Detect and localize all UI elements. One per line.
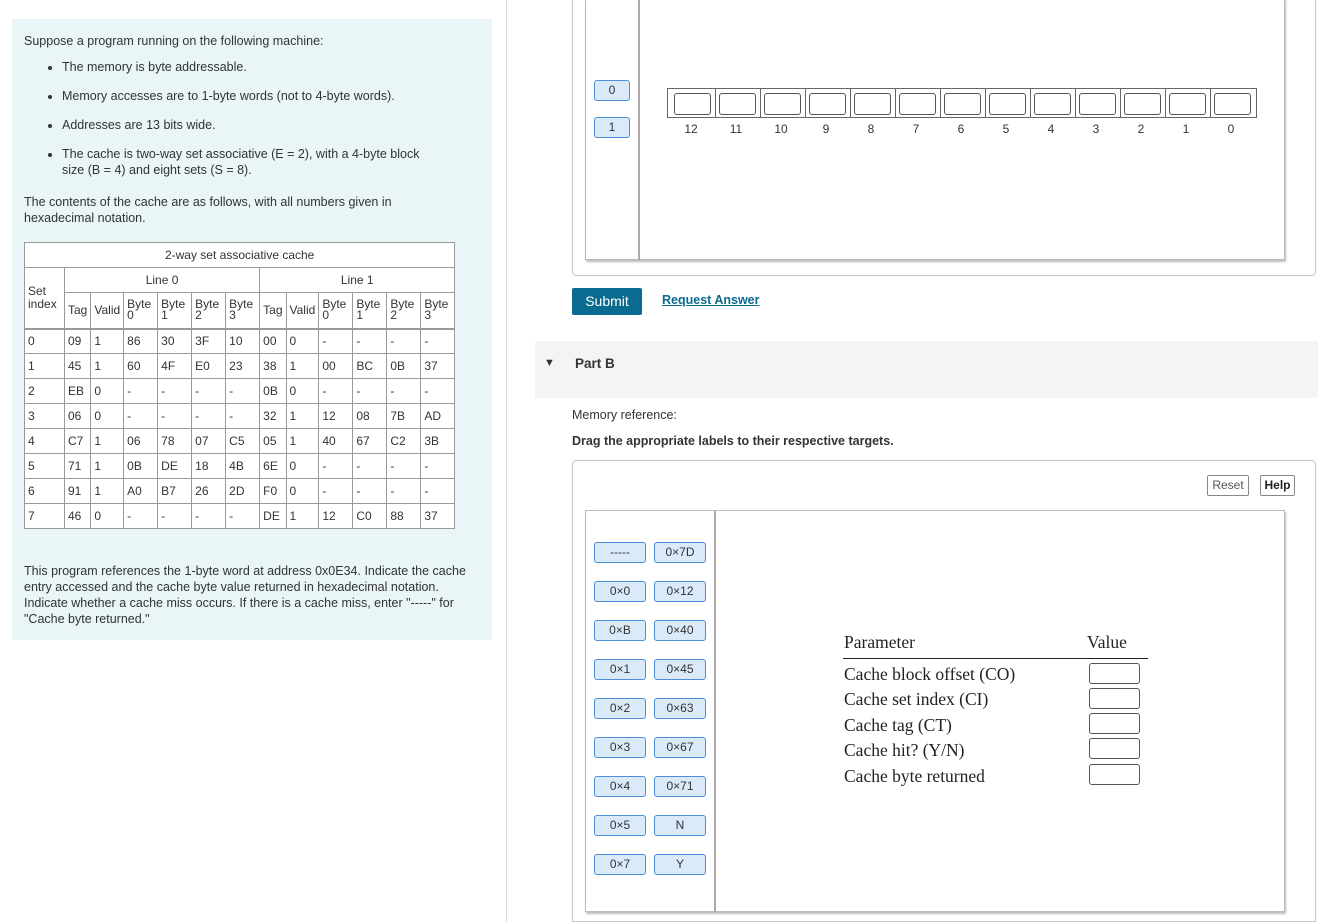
cache-cell: 45	[65, 354, 91, 379]
cache-cell: -	[192, 404, 226, 429]
cache-cell: 00	[260, 329, 286, 354]
cache-cell: 08	[353, 404, 387, 429]
question-text: This program references the 1-byte word at address 0x0E34. Indicate the cache entry accessed and the cache byte value returned in hexadecimal notation. Indicate whether a cache miss occurs. If there is a cache miss, enter "-----" for "Cache byte returned."	[24, 564, 466, 626]
cache-cell: 3	[25, 404, 65, 429]
cache-cell: 71	[65, 454, 91, 479]
cache-cell: 3B	[421, 429, 455, 454]
part-a-separator	[638, 0, 640, 260]
header-rule	[843, 658, 1148, 659]
request-answer-link[interactable]: Request Answer	[662, 293, 760, 307]
cache-row	[25, 504, 455, 529]
submit-button[interactable]: Submit	[572, 288, 642, 315]
cache-row	[25, 354, 455, 379]
cache-cell: 7B	[387, 404, 421, 429]
parameter-header: Parameter	[844, 632, 915, 652]
bit-chip-1[interactable]: 1	[594, 117, 630, 138]
cache-cell: 37	[421, 504, 455, 529]
bit-divider	[805, 89, 806, 118]
cache-cell: 0B	[124, 454, 158, 479]
bit-target-slot[interactable]	[899, 93, 936, 115]
drag-label-chip[interactable]: 0×45	[654, 659, 706, 680]
cache-cell: -	[353, 479, 387, 504]
cache-table-body	[25, 329, 455, 529]
line1-header: Line 1	[260, 268, 455, 293]
cache-cell: 4B	[226, 454, 260, 479]
valid-header: Valid	[286, 293, 319, 329]
bit-chip-0[interactable]: 0	[594, 80, 630, 101]
bit-target-slot[interactable]	[854, 93, 891, 115]
cache-cell: 1	[286, 429, 319, 454]
cache-cell: 0	[286, 479, 319, 504]
bit-position-label: 7	[912, 122, 920, 136]
cache-cell: 5	[25, 454, 65, 479]
target-slot-hit[interactable]	[1089, 738, 1140, 759]
cache-table-caption: 2-way set associative cache	[25, 243, 455, 268]
cache-cell: 1	[286, 354, 319, 379]
bit-position-label: 3	[1092, 122, 1100, 136]
cache-row	[25, 379, 455, 404]
bit-target-slot[interactable]	[809, 93, 846, 115]
cache-cell: 07	[192, 429, 226, 454]
cache-cell: 2	[25, 379, 65, 404]
cache-cell: 06	[124, 429, 158, 454]
bit-target-slot[interactable]	[1124, 93, 1161, 115]
param-ci-label: Cache set index (CI)	[844, 689, 989, 709]
cache-cell: 30	[158, 329, 192, 354]
cache-cell: 6E	[260, 454, 286, 479]
cache-cell: 0B	[260, 379, 286, 404]
part-b-header[interactable]	[535, 341, 1318, 398]
cache-cell: 0	[91, 404, 124, 429]
cache-cell: C7	[65, 429, 91, 454]
byte-header: Byte 1	[158, 293, 192, 329]
bit-target-slot[interactable]	[719, 93, 756, 115]
valid-header: Valid	[91, 293, 124, 329]
cache-cell: -	[124, 379, 158, 404]
cache-cell: 46	[65, 504, 91, 529]
cache-cell: 1	[25, 354, 65, 379]
cache-cell: 23	[226, 354, 260, 379]
drag-label-chip[interactable]: Y	[654, 854, 706, 875]
bit-position-label: 2	[1137, 122, 1145, 136]
cache-cell: B7	[158, 479, 192, 504]
byte-header: Byte 2	[387, 293, 421, 329]
cache-cell: 0B	[387, 354, 421, 379]
byte-header: Byte 2	[192, 293, 226, 329]
cache-cell: 91	[65, 479, 91, 504]
cache-row	[25, 404, 455, 429]
cache-cell: 1	[91, 429, 124, 454]
drag-label-chip[interactable]: 0×7	[594, 854, 646, 875]
cache-cell: 3F	[192, 329, 226, 354]
cache-cell: 4	[25, 429, 65, 454]
drag-label-chip[interactable]: 0×40	[654, 620, 706, 641]
cache-cell: 0	[286, 329, 319, 354]
problem-bullets	[24, 59, 480, 178]
cache-cell: C0	[353, 504, 387, 529]
bit-target-slot[interactable]	[1169, 93, 1206, 115]
drag-label-chip[interactable]: 0×0	[594, 581, 646, 602]
cache-row	[25, 429, 455, 454]
cache-cell: 78	[158, 429, 192, 454]
bullet-item: • The cache is two-way set associative (E = 2), with a 4-byte block size (B = 4) and eight sets (S = 8).	[62, 146, 442, 178]
cache-cell: -	[387, 479, 421, 504]
byte-header: Byte 3	[421, 293, 455, 329]
drag-label-chip[interactable]: 0×71	[654, 776, 706, 797]
cache-cell: -	[124, 404, 158, 429]
drag-label-chip[interactable]: 0×2	[594, 698, 646, 719]
cache-cell: -	[319, 329, 353, 354]
drag-label-chip[interactable]: 0×5	[594, 815, 646, 836]
bit-divider	[715, 89, 716, 118]
bullet-item: • Memory accesses are to 1-byte words (not to 4-byte words).	[62, 88, 480, 104]
bit-divider	[1120, 89, 1121, 118]
cache-cell: -	[226, 404, 260, 429]
cache-cell: 86	[124, 329, 158, 354]
bit-divider	[1210, 89, 1211, 118]
cache-cell: 0	[286, 379, 319, 404]
cache-cell: 32	[260, 404, 286, 429]
bit-target-slot[interactable]	[944, 93, 981, 115]
bit-position-label: 0	[1227, 122, 1235, 136]
bit-divider	[985, 89, 986, 118]
cache-cell: 12	[319, 504, 353, 529]
byte-header: Byte 0	[124, 293, 158, 329]
bit-position-label: 12	[684, 122, 698, 136]
bit-position-label: 8	[867, 122, 875, 136]
cache-cell: 0	[91, 379, 124, 404]
cache-row	[25, 454, 455, 479]
drag-label-chip[interactable]: 0×1	[594, 659, 646, 680]
cache-cell: 1	[286, 504, 319, 529]
cache-cell: 6	[25, 479, 65, 504]
cache-cell: 4F	[158, 354, 192, 379]
cache-cell: -	[319, 479, 353, 504]
cache-cell: C5	[226, 429, 260, 454]
cache-cell: BC	[353, 354, 387, 379]
bit-divider	[1030, 89, 1031, 118]
cache-cell: DE	[158, 454, 192, 479]
bit-divider	[940, 89, 941, 118]
bit-target-slot[interactable]	[1079, 93, 1116, 115]
address-bit-row	[667, 88, 1257, 118]
bit-target-slot[interactable]	[674, 93, 711, 115]
bit-position-label: 10	[774, 122, 788, 136]
panel-divider	[506, 0, 507, 922]
cache-cell: -	[421, 329, 455, 354]
drag-label-chip[interactable]: 0×67	[654, 737, 706, 758]
cache-cell: EB	[65, 379, 91, 404]
cache-cell: 1	[91, 479, 124, 504]
cache-cell: -	[421, 454, 455, 479]
bullet-item: • Addresses are 13 bits wide.	[62, 117, 480, 133]
cache-cell: -	[421, 479, 455, 504]
cache-cell: 00	[319, 354, 353, 379]
cache-cell: F0	[260, 479, 286, 504]
drag-label-chip[interactable]: 0×4	[594, 776, 646, 797]
part-b-title: Part B	[575, 356, 615, 371]
cache-cell: 2D	[226, 479, 260, 504]
cache-cell: 1	[91, 454, 124, 479]
memory-reference-label: Memory reference:	[572, 408, 677, 422]
cache-cell: -	[192, 379, 226, 404]
param-hit-label: Cache hit? (Y/N)	[844, 740, 965, 760]
cache-cell: AD	[421, 404, 455, 429]
byte-header: Byte 1	[353, 293, 387, 329]
cache-cell: 18	[192, 454, 226, 479]
cache-cell: -	[353, 379, 387, 404]
cache-cell: C2	[387, 429, 421, 454]
cache-cell: E0	[192, 354, 226, 379]
bit-target-slot[interactable]	[1034, 93, 1071, 115]
instruction-text: Drag the appropriate labels to their respective targets.	[572, 434, 894, 448]
drag-label-chip[interactable]: 0×3	[594, 737, 646, 758]
bit-target-slot[interactable]	[1214, 93, 1251, 115]
byte-header: Byte 3	[226, 293, 260, 329]
cache-cell: -	[319, 454, 353, 479]
cache-cell: -	[192, 504, 226, 529]
cache-cell: 05	[260, 429, 286, 454]
cache-cell: 09	[65, 329, 91, 354]
cache-cell: 1	[91, 354, 124, 379]
bit-position-label: 9	[822, 122, 830, 136]
bit-divider	[1075, 89, 1076, 118]
cache-cell: -	[158, 504, 192, 529]
drag-label-chip[interactable]: 0×B	[594, 620, 646, 641]
target-slot-co[interactable]	[1089, 663, 1140, 684]
bit-divider	[1165, 89, 1166, 118]
cache-cell: -	[353, 454, 387, 479]
cache-cell: 60	[124, 354, 158, 379]
reset-button[interactable]: Reset	[1207, 475, 1249, 496]
drag-label-chip[interactable]: 0×7D	[654, 542, 706, 563]
tag-header: Tag	[65, 293, 91, 329]
target-slot-ci[interactable]	[1089, 688, 1140, 709]
cache-cell: -	[158, 379, 192, 404]
bit-target-slot[interactable]	[989, 93, 1026, 115]
value-header: Value	[1087, 632, 1127, 652]
cache-cell: -	[387, 454, 421, 479]
cache-cell: -	[226, 379, 260, 404]
cache-cell: -	[226, 504, 260, 529]
cache-cell: 1	[91, 329, 124, 354]
set-index-header: Set index	[25, 268, 65, 329]
bit-position-label: 6	[957, 122, 965, 136]
cache-cell: 0	[25, 329, 65, 354]
cache-cell: 88	[387, 504, 421, 529]
collapse-caret-icon[interactable]: ▼	[544, 357, 555, 369]
cache-cell: -	[387, 329, 421, 354]
param-ct-label: Cache tag (CT)	[844, 715, 952, 735]
bit-position-label: 11	[729, 122, 743, 136]
problem-panel	[12, 19, 492, 640]
byte-header: Byte 0	[319, 293, 353, 329]
cache-row	[25, 329, 455, 354]
cache-cell: -	[421, 379, 455, 404]
tag-header: Tag	[260, 293, 286, 329]
cache-cell: 67	[353, 429, 387, 454]
param-co-label: Cache block offset (CO)	[844, 664, 1016, 684]
target-slot-ct[interactable]	[1089, 713, 1140, 734]
contents-text: The contents of the cache are as follows, with all numbers given in hexadecimal notation.	[24, 195, 392, 225]
bit-position-label: 5	[1002, 122, 1010, 136]
cache-cell: 12	[319, 404, 353, 429]
cache-cell: -	[353, 329, 387, 354]
cache-cell: 0	[286, 454, 319, 479]
cache-cell: 1	[286, 404, 319, 429]
part-b-separator	[714, 511, 716, 912]
bit-divider	[760, 89, 761, 118]
cache-cell: -	[387, 379, 421, 404]
cache-cell: DE	[260, 504, 286, 529]
help-button[interactable]: Help	[1260, 475, 1295, 496]
cache-cell: A0	[124, 479, 158, 504]
drag-label-chip[interactable]: -----	[594, 542, 646, 563]
bit-position-label: 4	[1047, 122, 1055, 136]
drag-label-chip[interactable]: 0×63	[654, 698, 706, 719]
cache-table	[24, 242, 455, 529]
cache-cell: 0	[91, 504, 124, 529]
bit-divider	[850, 89, 851, 118]
drag-label-chip[interactable]: N	[654, 815, 706, 836]
problem-intro: Suppose a program running on the following machine:	[24, 34, 324, 48]
drag-label-chip[interactable]: 0×12	[654, 581, 706, 602]
cache-cell: 06	[65, 404, 91, 429]
cache-cell: 40	[319, 429, 353, 454]
cache-cell: 37	[421, 354, 455, 379]
bit-divider	[895, 89, 896, 118]
line0-header: Line 0	[65, 268, 260, 293]
bit-position-label: 1	[1182, 122, 1190, 136]
cache-cell: 26	[192, 479, 226, 504]
cache-cell: 7	[25, 504, 65, 529]
bit-target-slot[interactable]	[764, 93, 801, 115]
target-slot-byte[interactable]	[1089, 764, 1140, 785]
cache-cell: -	[124, 504, 158, 529]
cache-cell: 38	[260, 354, 286, 379]
cache-row	[25, 479, 455, 504]
cache-cell: -	[319, 379, 353, 404]
cache-cell: 10	[226, 329, 260, 354]
param-byte-label: Cache byte returned	[844, 766, 985, 786]
bullet-item: • The memory is byte addressable.	[62, 59, 480, 75]
cache-cell: -	[158, 404, 192, 429]
